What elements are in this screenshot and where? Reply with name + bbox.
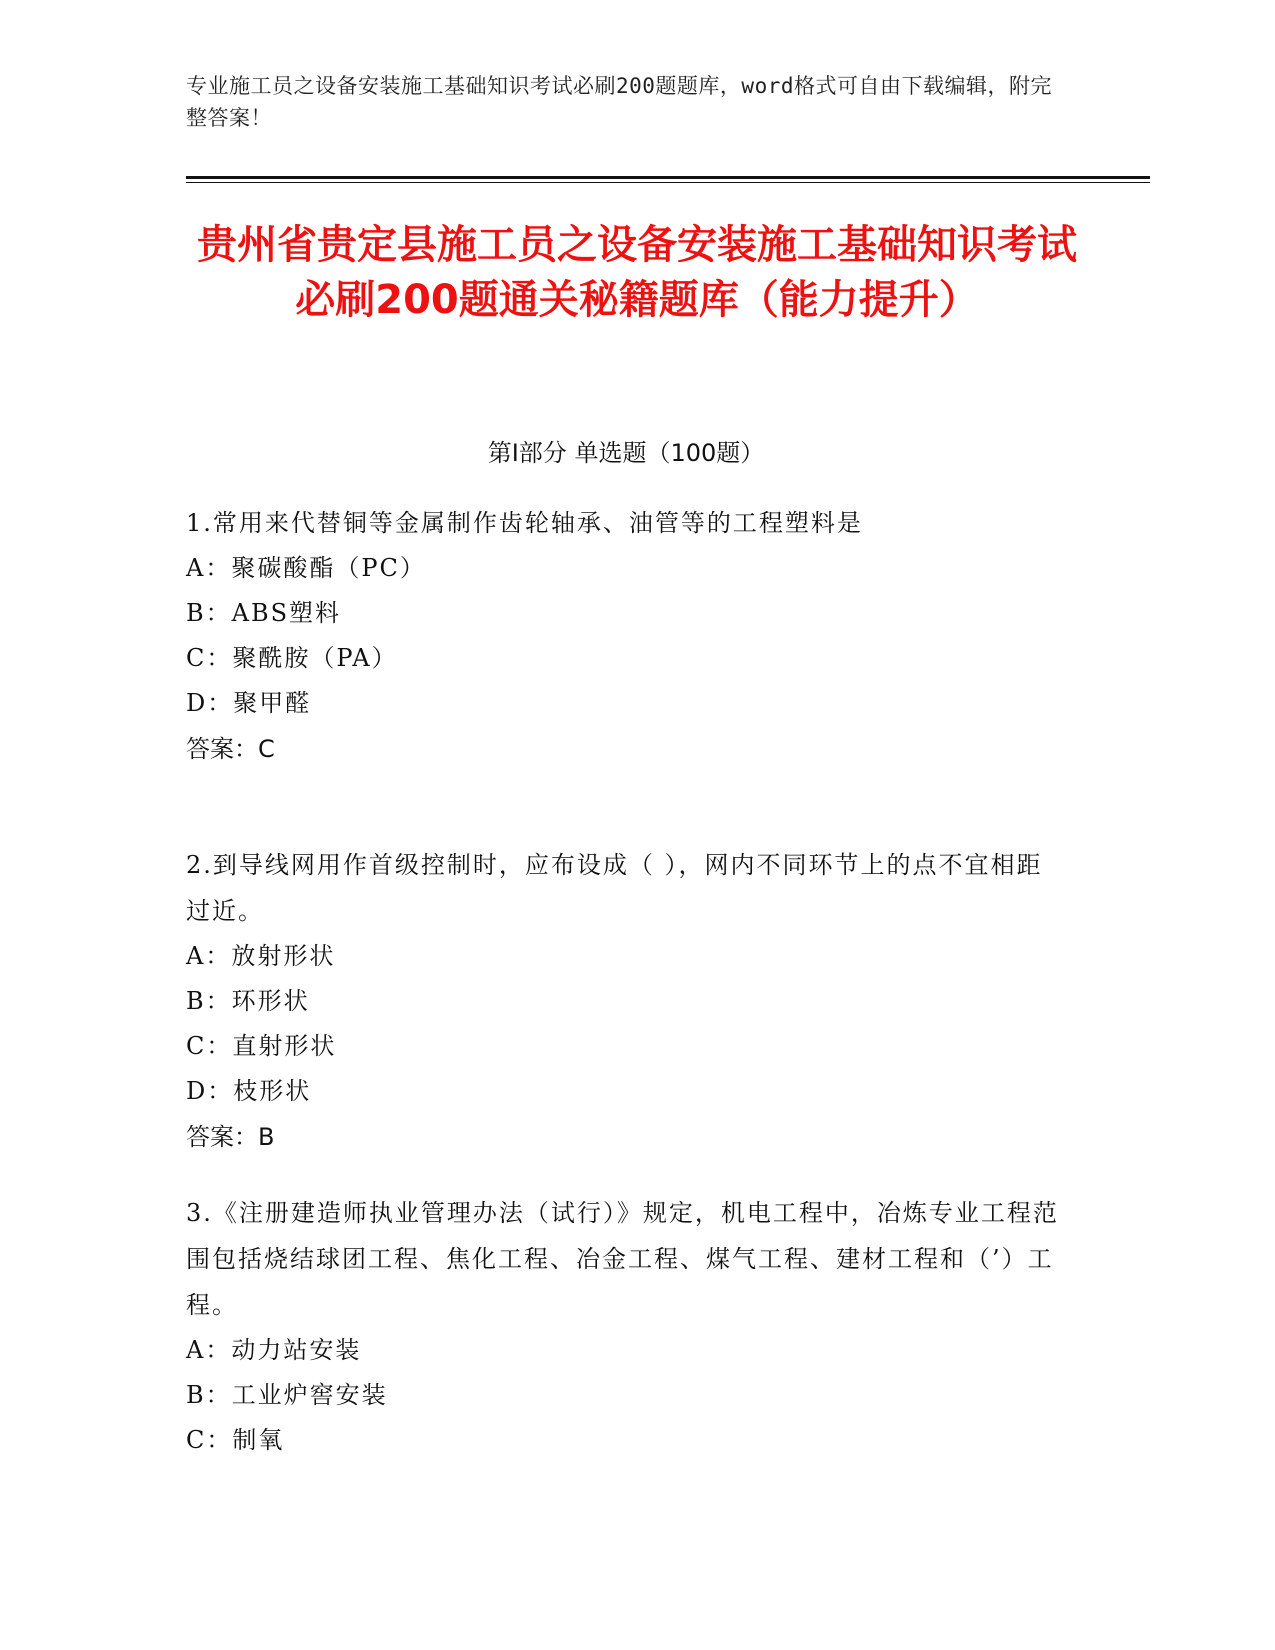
option-b: B：ABS塑料: [186, 599, 342, 627]
header-note: 专业施工员之设备安装施工基础知识考试必刷200题题库，word格式可自由下载编辑，附完整答案！: [186, 74, 1052, 130]
section-title: 第Ⅰ部分 单选题（100题）: [487, 439, 765, 467]
question-2: [186, 842, 1066, 1160]
option-c: C：直射形状: [186, 1032, 337, 1060]
question-stem: 1.常用来代替铜等金属制作齿轮轴承、油管等的工程塑料是: [186, 509, 863, 537]
document-title: 贵州省贵定县施工员之设备安装施工基础知识考试必刷200题通关秘籍题库（能力提升）: [197, 222, 1077, 323]
option-c: C：制氧: [186, 1426, 285, 1454]
option-d: D：聚甲醛: [186, 689, 312, 717]
header-divider-thick: [186, 176, 1150, 179]
answer: 答案：C: [186, 735, 275, 763]
option-a: A：动力站安装: [186, 1336, 362, 1364]
question-3: [186, 1190, 1066, 1463]
question-stem: 3.《注册建造师执业管理办法（试行）》规定，机电工程中，冶炼专业工程范围包括烧结球团工程、焦化工程、冶金工程、煤气工程、建材工程和（’）工程。: [186, 1199, 1059, 1319]
option-b: B：工业炉窖安装: [186, 1381, 388, 1409]
question-stem: 2.到导线网用作首级控制时，应布设成（ ），网内不同环节上的点不宜相距过近。: [186, 851, 1043, 925]
option-d: D：枝形状: [186, 1077, 312, 1105]
option-a: A：聚碳酸酯（PC）: [186, 554, 426, 582]
header-divider-thin: [186, 182, 1150, 183]
option-c: C：聚酰胺（PA）: [186, 644, 398, 672]
option-a: A：放射形状: [186, 942, 336, 970]
answer: 答案：B: [186, 1123, 275, 1151]
question-1: [186, 500, 1066, 772]
option-b: B：环形状: [186, 987, 310, 1015]
